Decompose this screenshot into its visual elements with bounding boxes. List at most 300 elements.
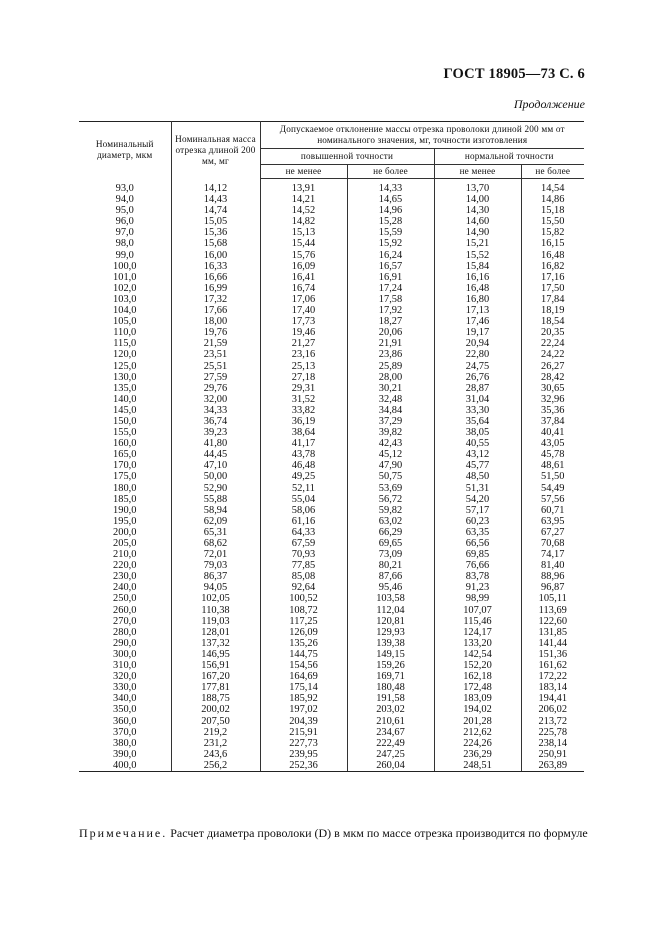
table-row [79, 327, 584, 338]
normal-min-cell: 107,07 [434, 605, 521, 616]
mass-cell: 50,00 [171, 471, 260, 482]
increased-min-cell: 135,26 [260, 638, 347, 649]
note [79, 826, 599, 841]
increased-min-cell: 175,14 [260, 682, 347, 693]
increased-max-cell: 63,02 [347, 516, 434, 527]
diameter-cell: 145,0 [79, 405, 171, 416]
mass-cell: 14,12 [171, 179, 260, 195]
normal-min-cell: 83,78 [434, 571, 521, 582]
normal-min-cell: 38,05 [434, 427, 521, 438]
header-deviation: Допускаемое отклонение массы отрезка проволоки длиной 200 мм от номинального значения, мг, точности изготовления [260, 122, 584, 149]
diameter-cell: 93,0 [79, 179, 171, 195]
normal-max-cell: 88,96 [541, 571, 565, 583]
table-row [79, 216, 584, 227]
increased-max-cell: 73,09 [347, 549, 434, 560]
increased-min-cell: 92,64 [260, 582, 347, 593]
increased-max-cell: 14,65 [347, 194, 434, 205]
normal-min-cell: 48,50 [434, 471, 521, 482]
mass-cell: 94,05 [171, 582, 260, 593]
normal-min-cell: 124,17 [434, 627, 521, 638]
increased-min-cell: 31,52 [260, 394, 347, 405]
increased-max-cell: 191,58 [347, 693, 434, 704]
normal-min-cell: 17,13 [434, 305, 521, 316]
increased-max-cell: 59,82 [347, 505, 434, 516]
normal-max-cell: 17,16 [541, 271, 565, 283]
mass-cell: 55,88 [171, 494, 260, 505]
table-row [79, 316, 584, 327]
increased-min-cell: 46,48 [260, 460, 347, 471]
note-text: Расчет диаметра проволоки (D) в мкм по массе отрезка производится по формуле [167, 826, 588, 840]
normal-max-cell: 15,82 [541, 227, 565, 239]
diameter-cell: 280,0 [79, 627, 171, 638]
diameter-cell: 180,0 [79, 483, 171, 494]
table-row [79, 749, 584, 760]
mass-cell: 39,23 [171, 427, 260, 438]
diameter-cell: 320,0 [79, 671, 171, 682]
increased-max-cell: 30,21 [347, 383, 434, 394]
table-row [79, 571, 584, 582]
mass-cell: 200,02 [171, 704, 260, 715]
normal-max-cell: 74,17 [541, 549, 565, 561]
mass-cell: 15,68 [171, 238, 260, 249]
mass-cell: 16,33 [171, 261, 260, 272]
increased-max-cell: 203,02 [347, 704, 434, 715]
mass-cell: 16,00 [171, 250, 260, 261]
normal-max-cell: 16,15 [541, 238, 565, 250]
increased-min-cell: 154,56 [260, 660, 347, 671]
increased-min-cell: 252,36 [260, 760, 347, 772]
increased-max-cell: 120,81 [347, 616, 434, 627]
increased-max-cell: 20,06 [347, 327, 434, 338]
mass-cell: 65,31 [171, 527, 260, 538]
normal-max-cell: 16,82 [541, 260, 565, 272]
table-row [79, 250, 584, 261]
mass-cell: 32,00 [171, 394, 260, 405]
increased-min-cell: 126,09 [260, 627, 347, 638]
diameter-cell: 380,0 [79, 738, 171, 749]
table-row [79, 638, 584, 649]
normal-max-cell: 141,44 [538, 637, 568, 649]
normal-max-cell: 14,86 [541, 194, 565, 206]
normal-max-cell: 70,68 [541, 538, 565, 549]
header-normal-accuracy: нормальной точности [434, 149, 584, 165]
mass-cell: 14,74 [171, 205, 260, 216]
mass-cell: 243,6 [171, 749, 260, 760]
normal-max-cell: 63,95 [541, 515, 565, 527]
increased-max-cell: 53,69 [347, 483, 434, 494]
continuation-label: Продолжение [513, 97, 585, 111]
table-row [79, 305, 584, 316]
increased-min-cell: 85,08 [260, 571, 347, 582]
normal-max-cell: 131,85 [538, 626, 568, 638]
increased-min-cell: 58,06 [260, 505, 347, 516]
table-row [79, 283, 584, 294]
normal-min-cell: 162,18 [434, 671, 521, 682]
diameter-cell: 170,0 [79, 460, 171, 471]
increased-min-cell: 15,44 [260, 238, 347, 249]
mass-cell: 102,05 [171, 593, 260, 604]
normal-max-cell: 250,91 [538, 748, 568, 760]
mass-cell: 68,62 [171, 538, 260, 549]
diameter-cell: 250,0 [79, 593, 171, 604]
increased-min-cell: 55,04 [260, 494, 347, 505]
mass-cell: 256,2 [171, 760, 260, 772]
increased-min-cell: 204,39 [260, 716, 347, 727]
table-row [79, 460, 584, 471]
increased-max-cell: 80,21 [347, 560, 434, 571]
normal-min-cell: 19,17 [434, 327, 521, 338]
normal-min-cell: 248,51 [434, 760, 521, 772]
diameter-cell: 115,0 [79, 338, 171, 349]
mass-cell: 52,90 [171, 483, 260, 494]
increased-min-cell: 144,75 [260, 649, 347, 660]
normal-min-cell: 40,55 [434, 438, 521, 449]
mass-cell: 36,74 [171, 416, 260, 427]
increased-min-cell: 100,52 [260, 593, 347, 604]
diameter-cell: 340,0 [79, 693, 171, 704]
table-row [79, 649, 584, 660]
mass-cell: 17,32 [171, 294, 260, 305]
table-row [79, 294, 584, 305]
normal-max-cell: 161,62 [538, 660, 568, 672]
increased-max-cell: 95,46 [347, 582, 434, 593]
table-row [79, 582, 584, 593]
diameter-cell: 120,0 [79, 349, 171, 360]
normal-min-cell: 115,46 [434, 616, 521, 627]
increased-min-cell: 164,69 [260, 671, 347, 682]
normal-min-cell: 13,70 [434, 179, 521, 195]
mass-cell: 23,51 [171, 349, 260, 360]
increased-max-cell: 32,48 [347, 394, 434, 405]
document-header: ГОСТ 18905—73 С. 6 [443, 66, 585, 82]
normal-min-cell: 14,30 [434, 205, 521, 216]
table-row [79, 471, 584, 482]
normal-min-cell: 142,54 [434, 649, 521, 660]
normal-max-cell: 51,50 [541, 471, 565, 483]
increased-min-cell: 64,33 [260, 527, 347, 538]
table-row [79, 438, 584, 449]
normal-max-cell: 81,40 [541, 560, 565, 572]
increased-min-cell: 13,91 [260, 179, 347, 195]
normal-max-cell: 16,48 [541, 249, 565, 261]
increased-min-cell: 16,41 [260, 272, 347, 283]
increased-min-cell: 14,52 [260, 205, 347, 216]
mass-cell: 29,76 [171, 383, 260, 394]
increased-min-cell: 23,16 [260, 349, 347, 360]
diameter-cell: 370,0 [79, 727, 171, 738]
mass-cell: 219,2 [171, 727, 260, 738]
mass-cell: 14,43 [171, 194, 260, 205]
mass-cell: 27,59 [171, 372, 260, 383]
normal-max-cell: 43,05 [541, 438, 565, 450]
table-row [79, 682, 584, 693]
normal-min-cell: 17,46 [434, 316, 521, 327]
increased-max-cell: 112,04 [347, 605, 434, 616]
normal-max-cell: 225,78 [538, 726, 568, 738]
normal-min-cell: 35,64 [434, 416, 521, 427]
diameter-cell: 103,0 [79, 294, 171, 305]
mass-cell: 16,66 [171, 272, 260, 283]
table-row [79, 349, 584, 360]
normal-max-cell: 122,60 [538, 615, 568, 627]
increased-min-cell: 239,95 [260, 749, 347, 760]
increased-min-cell: 14,21 [260, 194, 347, 205]
diameter-cell: 102,0 [79, 283, 171, 294]
normal-min-cell: 24,75 [434, 361, 521, 372]
normal-min-cell: 66,56 [434, 538, 521, 549]
table-row [79, 671, 584, 682]
table-row [79, 483, 584, 494]
table-row [79, 261, 584, 272]
diameter-cell: 101,0 [79, 272, 171, 283]
normal-max-cell: 18,54 [541, 316, 565, 328]
increased-max-cell: 159,26 [347, 660, 434, 671]
table-body [79, 179, 584, 772]
normal-max-cell: 172,22 [538, 671, 568, 683]
table-row [79, 760, 584, 772]
increased-max-cell: 25,89 [347, 361, 434, 372]
wire-mass-table [79, 121, 584, 772]
diameter-cell: 270,0 [79, 616, 171, 627]
diameter-cell: 300,0 [79, 649, 171, 660]
diameter-cell: 135,0 [79, 383, 171, 394]
mass-cell: 18,00 [171, 316, 260, 327]
normal-min-cell: 224,26 [434, 738, 521, 749]
increased-max-cell: 247,25 [347, 749, 434, 760]
table-row [79, 660, 584, 671]
normal-min-cell: 28,87 [434, 383, 521, 394]
normal-min-cell: 43,12 [434, 449, 521, 460]
increased-min-cell: 29,31 [260, 383, 347, 394]
normal-min-cell: 14,90 [434, 227, 521, 238]
diameter-cell: 104,0 [79, 305, 171, 316]
normal-max-cell: 54,49 [541, 482, 565, 494]
mass-cell: 146,95 [171, 649, 260, 660]
mass-cell: 128,01 [171, 627, 260, 638]
mass-cell: 19,76 [171, 327, 260, 338]
diameter-cell: 310,0 [79, 660, 171, 671]
table-row [79, 516, 584, 527]
increased-max-cell: 14,33 [347, 179, 434, 195]
normal-min-cell: 26,76 [434, 372, 521, 383]
mass-cell: 41,80 [171, 438, 260, 449]
mass-cell: 177,81 [171, 682, 260, 693]
increased-max-cell: 103,58 [347, 593, 434, 604]
increased-min-cell: 15,76 [260, 250, 347, 261]
diameter-cell: 290,0 [79, 638, 171, 649]
diameter-cell: 130,0 [79, 372, 171, 383]
normal-max-cell: 28,42 [541, 371, 565, 383]
increased-min-cell: 108,72 [260, 605, 347, 616]
table-row [79, 405, 584, 416]
increased-max-cell: 149,15 [347, 649, 434, 660]
normal-max-cell: 40,41 [541, 427, 565, 439]
normal-min-cell: 51,31 [434, 483, 521, 494]
normal-max-cell: 24,22 [541, 349, 565, 361]
increased-max-cell: 222,49 [347, 738, 434, 749]
normal-max-cell: 26,27 [541, 360, 565, 372]
normal-min-cell: 54,20 [434, 494, 521, 505]
table-row [79, 361, 584, 372]
increased-min-cell: 70,93 [260, 549, 347, 560]
table-row [79, 272, 584, 283]
mass-cell: 72,01 [171, 549, 260, 560]
table-row [79, 716, 584, 727]
table-row [79, 394, 584, 405]
normal-min-cell: 76,66 [434, 560, 521, 571]
table-row [79, 179, 584, 195]
mass-cell: 44,45 [171, 449, 260, 460]
diameter-cell: 350,0 [79, 704, 171, 715]
increased-max-cell: 47,90 [347, 460, 434, 471]
normal-max-cell: 238,14 [538, 737, 568, 749]
table-row [79, 727, 584, 738]
increased-max-cell: 17,92 [347, 305, 434, 316]
table-row [79, 505, 584, 516]
table-row [79, 616, 584, 627]
increased-max-cell: 210,61 [347, 716, 434, 727]
increased-min-cell: 49,25 [260, 471, 347, 482]
mass-cell: 16,99 [171, 283, 260, 294]
increased-min-cell: 15,13 [260, 227, 347, 238]
increased-max-cell: 42,43 [347, 438, 434, 449]
diameter-cell: 105,0 [79, 316, 171, 327]
normal-max-cell: 105,11 [538, 593, 567, 605]
table-row [79, 194, 584, 205]
increased-max-cell: 37,29 [347, 416, 434, 427]
mass-cell: 21,59 [171, 338, 260, 349]
normal-max-cell: 18,19 [541, 305, 565, 317]
increased-min-cell: 77,85 [260, 560, 347, 571]
normal-max-cell: 14,54 [541, 183, 565, 194]
normal-min-cell: 212,62 [434, 727, 521, 738]
diameter-cell: 155,0 [79, 427, 171, 438]
normal-max-cell: 206,02 [538, 704, 568, 716]
increased-min-cell: 38,64 [260, 427, 347, 438]
mass-cell: 156,91 [171, 660, 260, 671]
diameter-cell: 360,0 [79, 716, 171, 727]
diameter-cell: 97,0 [79, 227, 171, 238]
diameter-cell: 96,0 [79, 216, 171, 227]
increased-min-cell: 185,92 [260, 693, 347, 704]
mass-cell: 17,66 [171, 305, 260, 316]
increased-max-cell: 14,96 [347, 205, 434, 216]
increased-max-cell: 39,82 [347, 427, 434, 438]
mass-cell: 188,75 [171, 693, 260, 704]
increased-min-cell: 227,73 [260, 738, 347, 749]
diameter-cell: 95,0 [79, 205, 171, 216]
normal-min-cell: 33,30 [434, 405, 521, 416]
table-row [79, 627, 584, 638]
normal-max-cell: 17,50 [541, 282, 565, 294]
table-row [79, 560, 584, 571]
normal-max-cell: 20,35 [541, 327, 565, 339]
increased-max-cell: 17,58 [347, 294, 434, 305]
table-row [79, 593, 584, 604]
normal-max-cell: 151,36 [538, 648, 568, 660]
increased-min-cell: 14,82 [260, 216, 347, 227]
normal-max-cell: 213,72 [538, 715, 568, 727]
diameter-cell: 195,0 [79, 516, 171, 527]
normal-max-cell: 113,69 [538, 604, 567, 616]
increased-max-cell: 18,27 [347, 316, 434, 327]
increased-max-cell: 87,66 [347, 571, 434, 582]
normal-max-cell: 48,61 [541, 460, 565, 472]
header-increased-min: не менее [260, 165, 347, 179]
increased-max-cell: 129,93 [347, 627, 434, 638]
diameter-cell: 390,0 [79, 749, 171, 760]
table-row [79, 704, 584, 715]
increased-max-cell: 16,57 [347, 261, 434, 272]
increased-max-cell: 260,04 [347, 760, 434, 772]
normal-min-cell: 133,20 [434, 638, 521, 649]
mass-cell: 15,05 [171, 216, 260, 227]
normal-max-cell: 15,18 [541, 205, 565, 217]
increased-max-cell: 69,65 [347, 538, 434, 549]
diameter-cell: 94,0 [79, 194, 171, 205]
mass-cell: 47,10 [171, 460, 260, 471]
table-row [79, 427, 584, 438]
increased-min-cell: 27,18 [260, 372, 347, 383]
normal-max-cell: 60,71 [541, 504, 565, 516]
diameter-cell: 150,0 [79, 416, 171, 427]
increased-max-cell: 56,72 [347, 494, 434, 505]
mass-cell: 167,20 [171, 671, 260, 682]
increased-min-cell: 17,73 [260, 316, 347, 327]
increased-max-cell: 50,75 [347, 471, 434, 482]
table-row [79, 383, 584, 394]
mass-cell: 15,36 [171, 227, 260, 238]
normal-max-cell: 45,78 [541, 449, 565, 461]
increased-max-cell: 28,00 [347, 372, 434, 383]
normal-min-cell: 16,48 [434, 283, 521, 294]
normal-min-cell: 183,09 [434, 693, 521, 704]
increased-min-cell: 117,25 [260, 616, 347, 627]
normal-min-cell: 14,00 [434, 194, 521, 205]
increased-max-cell: 180,48 [347, 682, 434, 693]
increased-max-cell: 23,86 [347, 349, 434, 360]
increased-max-cell: 45,12 [347, 449, 434, 460]
normal-max-cell: 67,27 [541, 526, 565, 538]
normal-max-cell: 96,87 [541, 582, 565, 594]
diameter-cell: 175,0 [79, 471, 171, 482]
normal-max-cell: 15,50 [541, 216, 565, 228]
increased-max-cell: 17,24 [347, 283, 434, 294]
normal-min-cell: 152,20 [434, 660, 521, 671]
normal-max-cell: 183,14 [538, 682, 568, 694]
increased-max-cell: 15,59 [347, 227, 434, 238]
table-row [79, 449, 584, 460]
mass-cell: 34,33 [171, 405, 260, 416]
diameter-cell: 230,0 [79, 571, 171, 582]
header-normal-max: не более [521, 165, 584, 179]
normal-min-cell: 31,04 [434, 394, 521, 405]
normal-min-cell: 15,84 [434, 261, 521, 272]
table-row [79, 605, 584, 616]
normal-min-cell: 15,21 [434, 238, 521, 249]
normal-min-cell: 45,77 [434, 460, 521, 471]
normal-min-cell: 20,94 [434, 338, 521, 349]
diameter-cell: 205,0 [79, 538, 171, 549]
diameter-cell: 98,0 [79, 238, 171, 249]
mass-cell: 207,50 [171, 716, 260, 727]
normal-max-cell: 194,41 [538, 693, 568, 705]
increased-min-cell: 52,11 [260, 483, 347, 494]
diameter-cell: 110,0 [79, 327, 171, 338]
header-increased-accuracy: повышенной точности [260, 149, 434, 165]
increased-min-cell: 197,02 [260, 704, 347, 715]
diameter-cell: 240,0 [79, 582, 171, 593]
